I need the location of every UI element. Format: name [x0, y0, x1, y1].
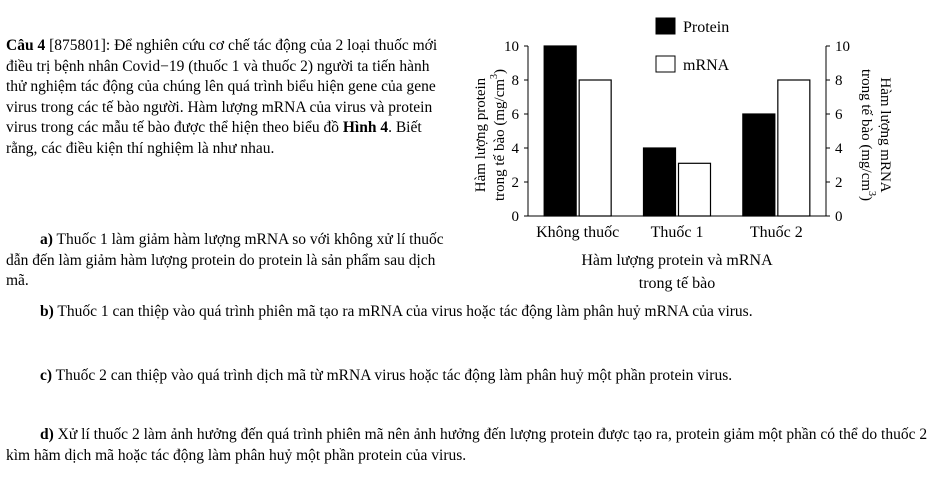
statement-d-text: Xử lí thuốc 2 làm ảnh hưởng đến quá trình phiên mã nên ảnh hưởng đến lượng protein được tạo ra, protein giảm một phần có thể do thuốc 2 kìm hãm dịch mã hoặc tác động làm phân huỷ một phần protein của virus.: [6, 426, 928, 464]
y-axis-right-unit-sup: 3: [866, 191, 877, 197]
bar-protein-1: [644, 148, 676, 216]
y-tick-right-label: 0: [835, 209, 843, 225]
question-intro: [6, 36, 446, 160]
bar-protein-0: [544, 46, 576, 216]
statement-a-label: a): [40, 231, 53, 248]
legend-protein-swatch: [656, 18, 675, 34]
y-tick-right-label: 8: [835, 73, 843, 89]
y-tick-right-label: 6: [835, 107, 843, 123]
bar-protein-2: [743, 114, 775, 216]
statement-b-text: Thuốc 1 can thiệp vào quá trình phiên mã tạo ra mRNA của virus hoặc tác động làm phân huỷ mRNA của virus.: [53, 303, 753, 320]
question-number: Câu 4: [6, 37, 46, 54]
y-tick-right-label: 2: [835, 175, 843, 191]
statement-a-text: Thuốc 1 làm giảm hàm lượng mRNA so với không xử lí thuốc dẫn đến làm giảm hàm lượng protein do protein là sản phẩm sau dịch mã.: [6, 231, 444, 290]
y-axis-right-unit-close: ): [858, 196, 874, 202]
statement-c: [6, 366, 934, 387]
chart-title-line2: trong tế bào: [638, 275, 716, 292]
chart-title-line1: Hàm lượng protein và mRNA: [581, 252, 773, 269]
y-axis-right-label-line1: Hàm lượng mRNA: [877, 77, 893, 193]
intro-text: : Để nghiên cứu cơ chế tác động của 2 loại thuốc mới điều trị bệnh nhân Covid−19 (thuốc 1 và thuốc 2) người ta tiến hành thử nghiệm tác động của chúng lên quá trình biểu hiện gene của gene virus trong các tế bào người. Hàm lượng mRNA của virus và protein virus trong các mẫu tế bào được thể hiện theo biểu đồ: [6, 37, 438, 137]
y-tick-right-label: 10: [835, 39, 850, 55]
y-tick-left-label: 10: [504, 39, 519, 55]
y-axis-left-label-line2: trong tế bào (mg/cm: [492, 78, 508, 202]
question-id: [875801]: [49, 37, 106, 54]
figure-reference: Hình 4: [342, 119, 389, 137]
x-category-label: Không thuốc: [536, 224, 620, 241]
protein-mrna-chart: [458, 10, 920, 302]
statement-a: [6, 230, 452, 292]
x-category-label: Thuốc 1: [650, 224, 704, 241]
y-axis-left-unit-sup: 3: [489, 73, 500, 79]
bar-group: [544, 46, 810, 216]
y-tick-left-label: 6: [511, 107, 519, 123]
y-axis-left-label-line1: Hàm lượng protein: [473, 77, 489, 193]
statement-b-label: b): [40, 303, 54, 320]
y-axis-right-label: [858, 69, 893, 201]
y-axis-left-unit-close: ): [492, 68, 508, 74]
y-axis-right-label-line2: trong tế bào (mg/cm: [858, 68, 874, 192]
statement-d-label: d): [40, 426, 54, 443]
legend-mrna-label: mRNA: [683, 57, 730, 74]
bar-mrna-0: [579, 80, 611, 216]
legend-protein-label: Protein: [683, 19, 730, 36]
x-category-label: Thuốc 2: [749, 224, 803, 241]
y-tick-left-label: 2: [511, 175, 519, 191]
category-label-group: [536, 224, 803, 241]
y-tick-left-label: 8: [511, 73, 519, 89]
legend-mrna-swatch: [656, 56, 675, 72]
y-axis-left-label: [473, 69, 508, 201]
statement-d: [6, 425, 934, 466]
statement-b: [6, 302, 934, 323]
bar-mrna-1: [679, 163, 711, 216]
y-tick-left-label: 0: [511, 209, 519, 225]
statement-c-label: c): [40, 367, 53, 384]
statement-c-text: Thuốc 2 can thiệp vào quá trình dịch mã từ mRNA virus hoặc tác động làm phân huỷ một phần protein virus.: [52, 367, 733, 384]
y-tick-left-label: 4: [511, 141, 519, 157]
intro-end-text: . Biết rằng, các điều kiện thí nghiệm là như nhau.: [6, 119, 422, 157]
y-tick-right-label: 4: [835, 141, 843, 157]
bar-mrna-2: [778, 80, 810, 216]
